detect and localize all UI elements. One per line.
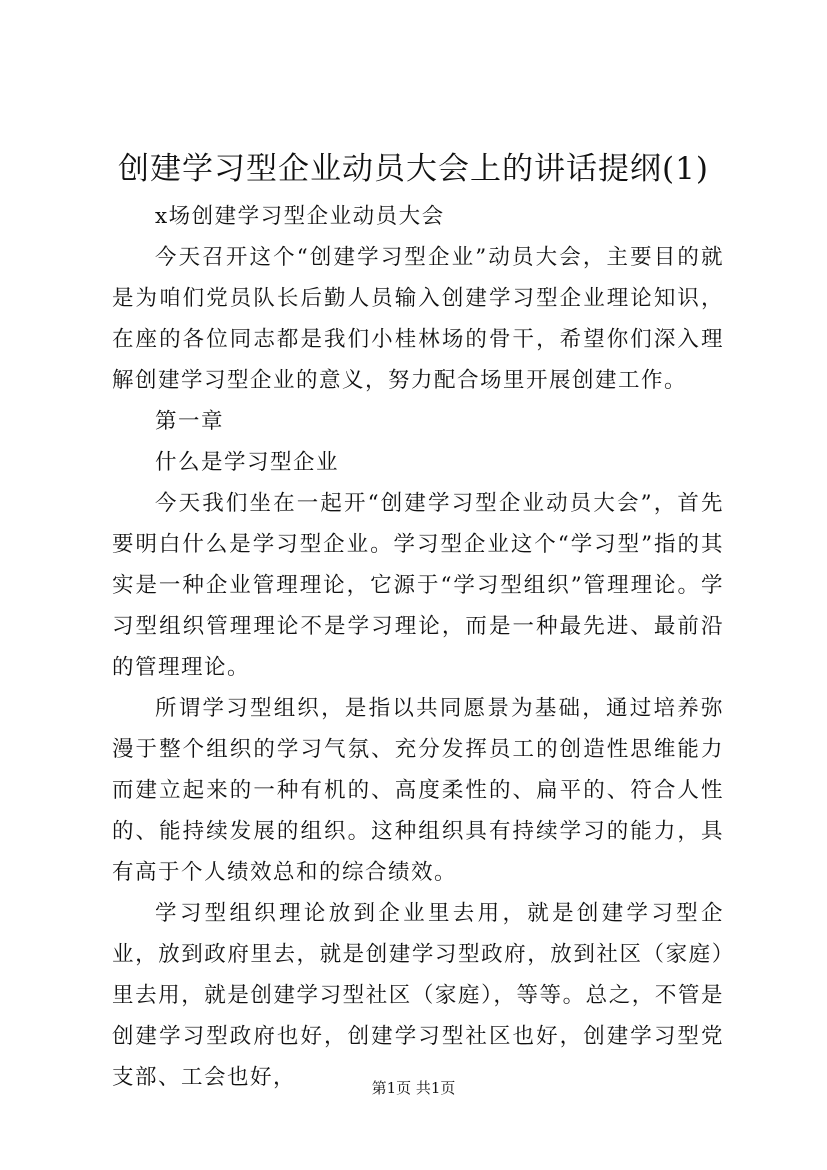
paragraph-meeting-name: x场创建学习型企业动员大会 [155,204,445,229]
document-title: 创建学习型企业动员大会上的讲话提纲(1) [118,151,709,187]
document-body [112,196,724,1098]
section-heading: 什么是学习型企业 [155,450,340,475]
paragraph-intro: 今天召开这个“创建学习型企业”动员大会，主要目的就是为咱们党员队长后勤人员输入创建学习型企业理论知识，在座的各位同志都是我们小桂林场的骨干，希望你们深入理解创建学习型企业的意义，努力配合场里开展创建工作。 [112,245,724,393]
page-number-footer: 第1页 共1页 [371,1079,456,1097]
paragraph-application: 学习型组织理论放到企业里去用，就是创建学习型企业，放到政府里去，就是创建学习型政府，放到社区（家庭）里去用，就是创建学习型社区（家庭），等等。总之，不管是创建学习型政府也好，创建学习型社区也好，创建学习型党支部、工会也好， [112,901,724,1090]
paragraph-learning-organization: 所谓学习型组织，是指以共同愿景为基础，通过培养弥漫于整个组织的学习气氛、充分发挥员工的创造性思维能力而建立起来的一种有机的、高度柔性的、扁平的、符合人性的、能持续发展的组织。这种组织具有持续学习的能力，具有高于个人绩效总和的综合绩效。 [112,696,724,885]
chapter-heading: 第一章 [155,409,225,434]
paragraph-definition: 今天我们坐在一起开“创建学习型企业动员大会”，首先要明白什么是学习型企业。学习型企业这个“学习型”指的其实是一种企业管理理论，它源于“学习型组织”管理理论。学习型组织管理理论不是学习理论，而是一种最先进、最前沿的管理理论。 [112,491,724,680]
